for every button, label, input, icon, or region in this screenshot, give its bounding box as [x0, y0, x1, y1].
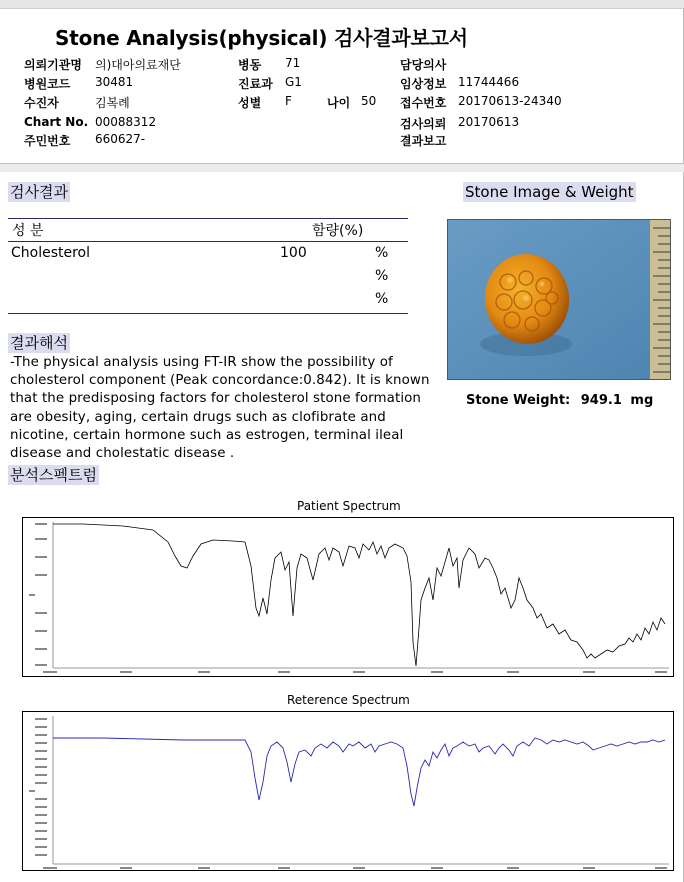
- results-bottom-rule: [8, 313, 408, 314]
- reference-spectrum-title: Reterence Spectrum: [287, 693, 410, 707]
- component-header: 성 분: [12, 223, 44, 239]
- result-row-unit: %: [375, 291, 389, 307]
- stone-weight-unit: mg: [630, 393, 654, 408]
- resident-no-label: 주민번호: [24, 134, 71, 148]
- result-row-component: Cholesterol: [11, 245, 91, 261]
- stone-weight-value: 949.1: [580, 393, 622, 408]
- hospital-code-value: 30481: [95, 75, 134, 89]
- hospital-code-label: 병원코드: [24, 77, 71, 91]
- chart-no-value: 00088312: [95, 115, 157, 129]
- result-row-unit: %: [375, 268, 389, 284]
- patient-spectrum-title: Patient Spectrum: [297, 499, 401, 513]
- age-label: 나이: [327, 96, 351, 110]
- ward-label: 병동: [238, 58, 262, 72]
- patient-label: 수진자: [24, 96, 59, 110]
- stone-weight: [466, 393, 653, 408]
- header-separator: [0, 163, 684, 172]
- interpretation-text: -The physical analysis using FT-IR show the possibility of cholesterol component (Peak concordance:0.842). It is known that the predisposing factors for cholesterol stone formation are obesity, aging, certain drugs such as clofibrate and nicotine, certain hormone such as estrogen, terminal ileal disease and cholestatic disease .: [10, 355, 430, 462]
- age-value: 50: [361, 94, 377, 108]
- spectrum-section-title: 분석스펙트럼: [10, 466, 97, 484]
- report-title: Stone Analysis(physical) 검사결과보고서: [55, 26, 468, 50]
- content-header: 함량(%): [312, 223, 364, 239]
- results-header-rule: [8, 241, 408, 242]
- sex-value: F: [285, 94, 292, 108]
- results-section-title: 검사결과: [10, 183, 68, 201]
- receipt-no-label: 접수번호: [400, 96, 447, 110]
- resident-no-value: 660627-: [95, 132, 146, 146]
- results-top-rule: [8, 218, 408, 219]
- institution-label: 의뢰기관명: [24, 58, 82, 72]
- reference-spectrum-plot: [22, 711, 674, 871]
- institution-value: 의)대아의료재단: [95, 58, 181, 72]
- sex-label: 성별: [238, 96, 262, 110]
- result-row-unit: %: [375, 245, 389, 261]
- chart-no-label: Chart No.: [24, 115, 89, 129]
- clinical-info-label: 임상정보: [400, 77, 447, 91]
- report-date-label: 결과보고: [400, 134, 447, 148]
- interpretation-section-title: 결과해석: [10, 334, 68, 352]
- stone-weight-label: Stone Weight:: [466, 393, 571, 408]
- patient-value: 김복례: [95, 96, 130, 110]
- receipt-no-value: 20170613-24340: [458, 94, 562, 108]
- doctor-label: 담당의사: [400, 58, 447, 72]
- result-row-value: 100: [280, 245, 307, 261]
- department-value: G1: [285, 75, 302, 89]
- window-top-band: [0, 0, 684, 9]
- patient-spectrum-plot: [22, 517, 674, 677]
- request-date-label: 검사의뢰: [400, 117, 447, 131]
- request-date-value: 20170613: [458, 115, 520, 129]
- ward-value: 71: [285, 56, 301, 70]
- stone-photo: [447, 219, 671, 380]
- clinical-info-value: 11744466: [458, 75, 520, 89]
- image-section-title: Stone Image & Weight: [465, 183, 634, 201]
- department-label: 진료과: [238, 77, 273, 91]
